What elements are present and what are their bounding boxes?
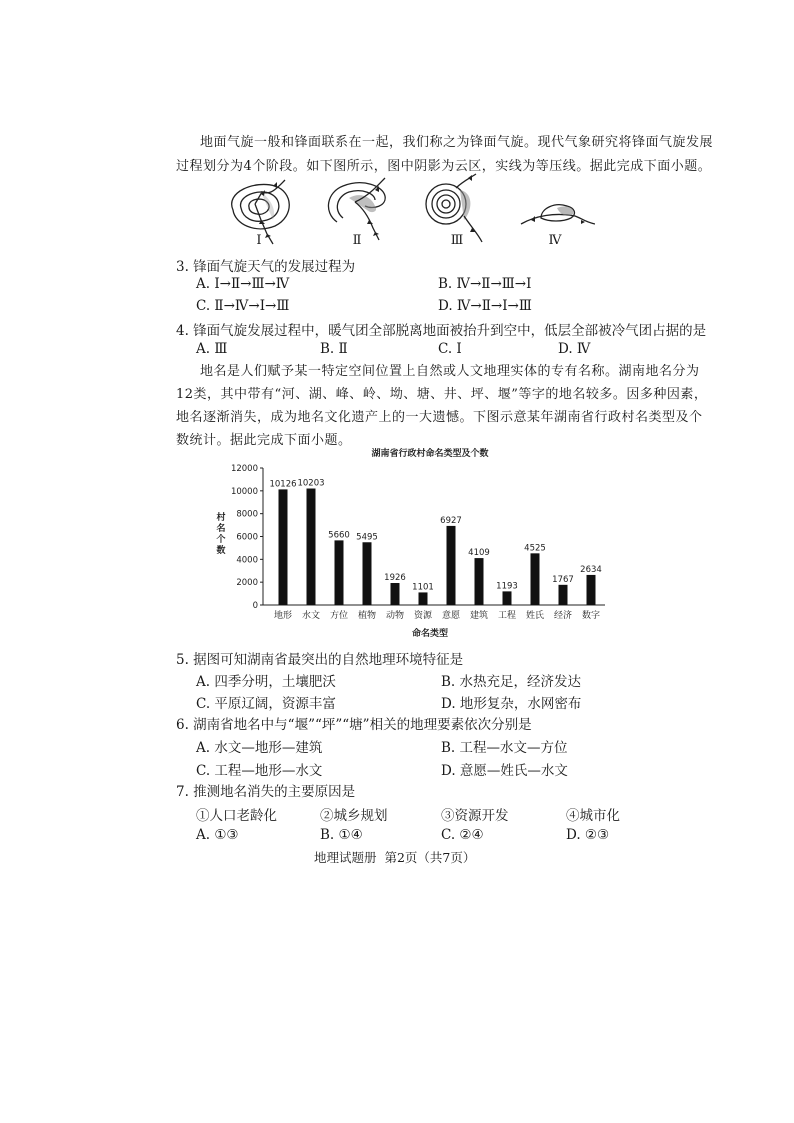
bar-经济 [559,585,568,605]
chart-title: 湖南省行政村命名类型及个数 [371,449,489,459]
bar-动物 [391,583,400,605]
x-tick-label: 资源 [413,611,433,621]
bar-value-label: 5495 [356,532,378,543]
y-tick-label: 10000 [230,486,258,497]
y-axis-label-char: 数 [216,546,226,556]
intro1-line1: 地面气旋一般和锋面联系在一起，我们称之为锋面气旋。现代气象研究将锋面气旋发展 [200,135,714,150]
bar-植物 [363,542,372,605]
stage-label-1: Ⅰ [256,233,262,248]
cyclone-stage-2 [328,178,385,240]
y-tick-label: 4000 [236,555,258,566]
y-tick-label: 12000 [230,464,258,474]
y-tick-label: 0 [252,601,258,611]
bar-意愿 [447,526,456,605]
intro2-line3: 地名逐渐消失，成为地名文化遗产上的一大遗憾。下图示意某年湖南省行政村名类型及个 [176,410,703,425]
x-tick-label: 经济 [553,611,573,621]
y-tick-label: 8000 [236,509,258,520]
q7-option-c[interactable]: C. ②④ [441,827,484,843]
q5-option-a[interactable]: A. 四季分明，土壤肥沃 [196,674,336,690]
cyclone-stage-4 [521,205,595,224]
q7-stem: 7. 推测地名消失的主要原因是 [176,784,356,800]
q3-option-b[interactable]: B. Ⅳ→Ⅱ→Ⅲ→Ⅰ [438,276,532,292]
q7-option-a[interactable]: A. ①③ [196,827,239,843]
q7-item-4: ④城市化 [566,808,620,824]
bar-value-label: 4109 [468,548,490,559]
bar-资源 [419,592,428,605]
q5-stem: 5. 据图可知湖南省最突出的自然地理环境特征是 [176,652,464,668]
intro2-line4: 数统计。据此完成下面小题。 [176,433,352,448]
q3-option-d[interactable]: D. Ⅳ→Ⅱ→Ⅰ→Ⅲ [438,298,532,314]
bar-value-label: 10203 [297,478,325,489]
q4-option-b[interactable]: B. Ⅱ [320,341,348,357]
q6-option-b[interactable]: B. 工程—水文—方位 [441,740,568,756]
x-tick-label: 数字 [581,611,601,621]
chart-xlabel: 命名类型 [411,629,449,639]
bar-value-label: 1926 [384,573,406,584]
x-tick-label: 方位 [329,611,349,621]
y-axis-label-char: 村 [216,513,226,523]
x-tick-label: 建筑 [469,611,489,621]
x-tick-label: 地形 [273,611,293,621]
bar-value-label: 10126 [269,479,297,490]
q6-option-d[interactable]: D. 意愿—姓氏—水文 [441,763,568,779]
q5-option-d[interactable]: D. 地形复杂，水网密布 [441,696,582,712]
bar-数字 [587,575,596,605]
village-name-bar-chart [205,440,615,645]
bar-value-label: 2634 [580,564,602,575]
bar-建筑 [475,558,484,605]
bar-value-label: 1101 [412,582,434,593]
bar-value-label: 4525 [524,543,546,554]
bar-value-label: 1767 [552,574,574,585]
x-tick-label: 植物 [357,611,377,621]
x-tick-label: 动物 [385,611,405,621]
q6-option-c[interactable]: C. 工程—地形—水文 [196,763,323,779]
q4-option-d[interactable]: D. Ⅳ [558,341,591,357]
bar-地形 [279,489,288,605]
q5-option-c[interactable]: C. 平原辽阔，资源丰富 [196,696,336,712]
stage-label-2: Ⅱ [352,233,362,248]
bar-姓氏 [531,553,540,605]
x-tick-label: 工程 [497,611,517,621]
x-tick-label: 水文 [301,611,321,621]
intro1-line2: 过程划分为4个阶段。如下图所示，图中阴影为云区，实线为等压线。据此完成下面小题。 [176,159,712,174]
stage-label-4: Ⅳ [548,233,562,248]
q7-option-b[interactable]: B. ①④ [320,827,363,843]
q5-option-b[interactable]: B. 水热充足，经济发达 [441,674,582,690]
bar-水文 [307,489,316,605]
q4-stem: 4. 锋面气旋发展过程中，暖气团全部脱离地面被抬升到空中，低层全部被冷气团占据的是 [176,323,707,339]
x-tick-label: 意愿 [441,611,461,621]
q6-stem: 6. 湖南省地名中与“堰”“坪”“塘”相关的地理要素依次分别是 [176,717,532,733]
q4-option-c[interactable]: C. Ⅰ [438,341,462,357]
cyclone-stage-3 [426,174,482,242]
q7-item-2: ②城乡规划 [320,808,388,824]
q7-option-d[interactable]: D. ②③ [566,827,610,843]
intro2-line2: 12类，其中带有“河、湖、峰、岭、坳、塘、井、坪、堰”等字的地名较多。因多种因素， [176,387,708,402]
chart-ylabel-group [216,511,225,556]
bar-方位 [335,540,344,605]
y-tick-label: 6000 [236,532,258,543]
q3-option-a[interactable]: A. Ⅰ→Ⅱ→Ⅲ→Ⅳ [196,276,290,292]
chart-bars [269,479,601,621]
q4-option-a[interactable]: A. Ⅲ [196,341,228,357]
bar-工程 [503,591,512,605]
q7-item-1: ①人口老龄化 [196,808,277,824]
q3-option-c[interactable]: C. Ⅱ→Ⅳ→Ⅰ→Ⅲ [196,298,290,314]
bar-value-label: 6927 [440,515,462,526]
y-axis-label-char: 个 [216,535,226,545]
bar-value-label: 1193 [496,581,518,592]
y-tick-label: 2000 [236,578,258,589]
stage-label-3: Ⅲ [450,233,464,248]
q6-option-a[interactable]: A. 水文—地形—建筑 [196,740,323,756]
y-axis-label-char: 名 [216,524,226,534]
q3-stem: 3. 锋面气旋天气的发展过程为 [176,259,356,275]
bar-value-label: 5660 [328,530,350,541]
intro2-line1: 地名是人们赋予某一特定空间位置上自然或人文地理实体的专有名称。湖南地名分为 [200,364,700,379]
q7-item-3: ③资源开发 [441,808,509,824]
page-footer: 地理试题册 第2页（共7页） [314,850,476,865]
x-tick-label: 姓氏 [525,611,545,621]
